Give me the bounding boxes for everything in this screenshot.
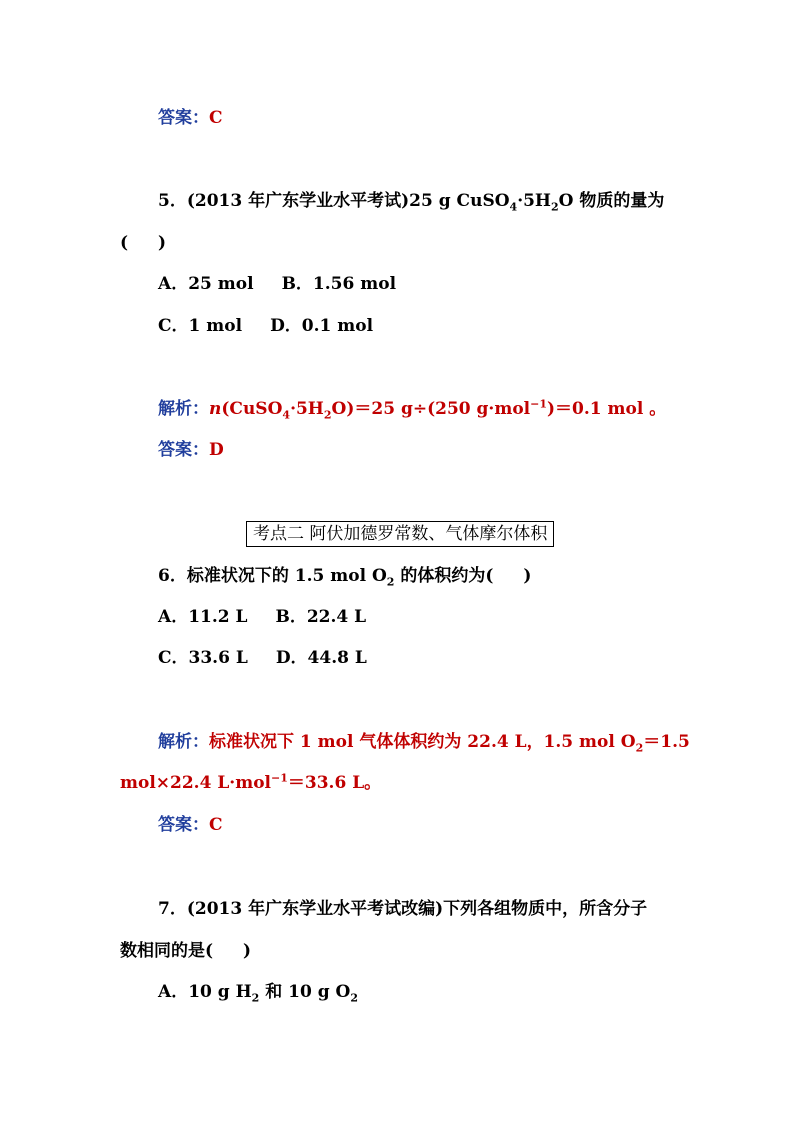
option-d: D．0.1 mol	[270, 316, 374, 336]
q7-option-a: A．10 g $H_2$ 和 10 g $O_2$	[158, 982, 358, 1005]
q7-stem-line2: 数相同的是( )	[120, 941, 252, 961]
q4-answer-line	[158, 106, 223, 130]
q5-answer-line	[158, 438, 224, 462]
q5-options-ab	[158, 272, 396, 296]
q5-stem: 5．(2013 年广东学业水平考试)25 g $CuSO_4\cdot 5H_2O$ 物质的量为	[158, 191, 665, 214]
answer-label: 答案：	[158, 440, 209, 460]
solution-label: 解析：	[158, 399, 209, 419]
q6-stem: 6．标准状况下的 1.5 mol $O_2$ 的体积约为( )	[158, 566, 532, 589]
solution-label: 解析：	[158, 732, 209, 752]
section-heading: 考点二 阿伏加德罗常数、气体摩尔体积	[246, 521, 554, 547]
q6-options-cd	[158, 646, 367, 670]
option-b: B．22.4 L	[275, 607, 367, 627]
option-c: C．1 mol	[158, 316, 243, 336]
q5-solution: 解析：$n(CuSO_4\cdot 5H_2O)=25$ g÷(250 g·mol$^{-1}$)＝0.1 mol 。	[158, 397, 667, 422]
option-a: A．25 mol	[158, 274, 254, 294]
q5-options-cd	[158, 314, 373, 338]
answer-value: D	[209, 440, 224, 460]
q6-answer-line	[158, 813, 223, 837]
answer-value: C	[209, 815, 223, 835]
option-a: A．11.2 L	[158, 607, 248, 627]
answer-value: C	[209, 108, 223, 128]
option-c: C．33.6 L	[158, 648, 248, 668]
q6-solution-line2: mol×22.4 L·mol$^{-1}$＝33.6 L。	[120, 771, 382, 793]
answer-label: 答案：	[158, 815, 209, 835]
q6-solution-line1: 解析：标准状况下 1 mol 气体体积约为 22.4 L，1.5 mol $O_2=1.5$	[158, 732, 690, 755]
q5-answer-blank: ( )	[120, 233, 167, 253]
option-b: B．1.56 mol	[281, 274, 397, 294]
q7-stem-line1: 7．(2013 年广东学业水平考试改编)下列各组物质中，所含分子	[158, 899, 648, 919]
q6-options-ab	[158, 605, 366, 629]
answer-label: 答案：	[158, 108, 209, 128]
option-d: D．44.8 L	[275, 648, 367, 668]
